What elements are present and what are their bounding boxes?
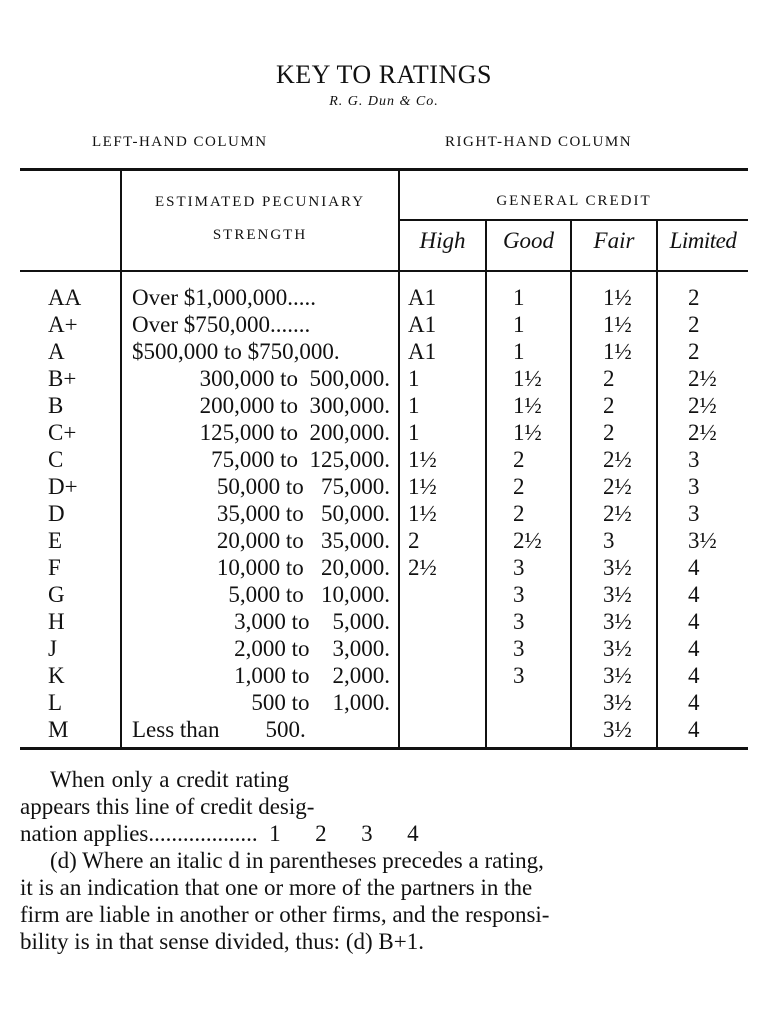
credit-column-fair: Fair [593,228,635,253]
credit-fair: 3½ [603,555,632,580]
rating-code: L [48,690,63,715]
rating-code: F [48,555,61,580]
pecuniary-strength: 3,000 to 5,000. [234,609,390,634]
credit-high: 1½ [408,474,437,499]
rating-code: J [48,636,57,661]
credit-good: 1½ [513,420,542,445]
credit-limited: 2½ [688,366,717,391]
credit-limited: 2½ [688,393,717,418]
credit-high: 2 [408,528,420,553]
rating-code: M [48,717,69,742]
pecuniary-strength: 10,000 to 20,000. [216,555,390,580]
note-line-1: When only a credit rating [50,767,290,792]
note-line-6: firm are liable in another or other firms, and the responsi- [20,902,550,927]
credit-good: 2 [513,474,525,499]
pecuniary-strength: 2,000 to 3,000. [234,636,390,661]
credit-good: 1 [513,339,525,364]
credit-high: 1½ [408,501,437,526]
pecuniary-strength: 300,000 to 500,000. [199,366,390,391]
credit-limited: 4 [688,582,700,607]
note-line-2: appears this line of credit desig- [20,794,315,819]
credit-good: 1½ [513,393,542,418]
credit-good: 3 [513,582,525,607]
table-row [0,635,768,662]
rating-code: A [48,339,65,364]
credit-limited: 2½ [688,420,717,445]
pecuniary-strength: $500,000 to $750,000. [132,339,340,364]
table-row [0,554,768,581]
credit-fair: 2 [603,420,615,445]
pecuniary-strength: 1,000 to 2,000. [234,663,390,688]
pecuniary-strength: Over $1,000,000..... [132,285,316,310]
table-row [0,608,768,635]
credit-fair: 2 [603,393,615,418]
pecuniary-strength: 125,000 to 200,000. [199,420,390,445]
rating-code: D [48,501,65,526]
pecuniary-strength: 50,000 to 75,000. [216,474,390,499]
credit-high: 1 [408,393,420,418]
pecuniary-strength: 5,000 to 10,000. [228,582,390,607]
credit-good: 1½ [513,366,542,391]
credit-fair: 3½ [603,609,632,634]
strength-header-line2: STRENGTH [212,227,308,243]
credit-limited: 4 [688,663,700,688]
credit-column-good: Good [502,228,555,253]
credit-fair: 3 [603,528,615,553]
credit-limited: 3 [688,474,700,499]
table-row [0,473,768,500]
credit-fair: 1½ [603,339,632,364]
credit-column-high: High [419,228,466,253]
credit-fair: 1½ [603,312,632,337]
table-row [0,500,768,527]
credit-fair: 3½ [603,717,632,742]
note-line-3: nation applies................... 1 2 3 4 [20,821,419,846]
right-column-heading: RIGHT-HAND COLUMN [445,134,633,150]
page-subtitle: R. G. Dun & Co. [329,94,439,109]
credit-column-limited: Limited [669,228,737,253]
table-row [0,311,768,338]
credit-limited: 4 [688,636,700,661]
credit-high: 1 [408,420,420,445]
table-row [0,662,768,689]
credit-limited: 3 [688,501,700,526]
pecuniary-strength: Over $750,000....... [132,312,311,337]
pecuniary-strength: 75,000 to 125,000. [211,447,390,472]
pecuniary-strength: 35,000 to 50,000. [216,501,390,526]
credit-high: A1 [408,312,437,337]
credit-good: 1 [513,312,525,337]
credit-fair: 2 [603,366,615,391]
credit-limited: 3 [688,447,700,472]
credit-limited: 2 [688,312,700,337]
credit-high: 1½ [408,447,437,472]
table-row [0,284,768,311]
rating-code: H [48,609,65,634]
credit-limited: 3½ [688,528,717,553]
rating-code: C+ [48,420,77,445]
table-row [0,392,768,419]
pecuniary-strength: 200,000 to 300,000. [199,393,390,418]
credit-limited: 4 [688,690,700,715]
pecuniary-strength: 500 to 1,000. [251,690,390,715]
credit-good: 3 [513,636,525,661]
note-line-5: it is an indication that one or more of the partners in the [20,875,533,900]
header-bottom-rule [20,270,748,272]
rating-code: K [48,663,65,688]
credit-limited: 4 [688,555,700,580]
credit-fair: 2½ [603,474,632,499]
strength-header-line1: ESTIMATED PECUNIARY [154,194,366,210]
credit-fair: 3½ [603,636,632,661]
table-row [0,446,768,473]
table-row [0,581,768,608]
credit-limited: 2 [688,285,700,310]
rating-code: B [48,393,64,418]
rating-code: C [48,447,64,472]
note-line-4 [50,847,544,874]
credit-high: A1 [408,339,437,364]
credit-fair: 1½ [603,285,632,310]
credit-good: 2½ [513,528,542,553]
pecuniary-strength: 20,000 to 35,000. [216,528,390,553]
table-row [0,527,768,554]
note-line-7: bility is in that sense divided, thus: (d) B+1. [20,929,424,954]
credit-good: 1 [513,285,525,310]
credit-fair: 2½ [603,447,632,472]
credit-high: 2½ [408,555,437,580]
table-row [0,338,768,365]
credit-limited: 2 [688,339,700,364]
table-row [0,419,768,446]
credit-limited: 4 [688,609,700,634]
rating-code: E [48,528,63,553]
credit-high: 1 [408,366,420,391]
credit-fair: 3½ [603,582,632,607]
credit-fair: 3½ [603,690,632,715]
general-credit-header: GENERAL CREDIT [496,193,652,209]
table-top-rule [20,168,748,171]
credit-good: 2 [513,501,525,526]
left-column-heading: LEFT-HAND COLUMN [92,134,268,150]
note-line-4-text: (d) Where an italic d in parentheses precedes a rating, [50,848,544,873]
credit-fair: 2½ [603,501,632,526]
rating-code: G [48,582,65,607]
pecuniary-strength: Less than 500. [132,717,306,742]
credit-good: 3 [513,663,525,688]
rating-code: D+ [48,474,78,499]
rating-code: B+ [48,366,77,391]
credit-good: 2 [513,447,525,472]
rating-code: A+ [48,312,78,337]
table-row [0,689,768,716]
rating-code: AA [48,285,82,310]
credit-good: 3 [513,555,525,580]
credit-high: A1 [408,285,437,310]
page-title: KEY TO RATINGS [276,60,492,89]
credit-limited: 4 [688,717,700,742]
table-row [0,716,768,743]
credit-good: 3 [513,609,525,634]
table-bottom-rule [20,747,748,750]
credit-sub-rule [399,219,748,221]
credit-fair: 3½ [603,663,632,688]
table-row [0,365,768,392]
